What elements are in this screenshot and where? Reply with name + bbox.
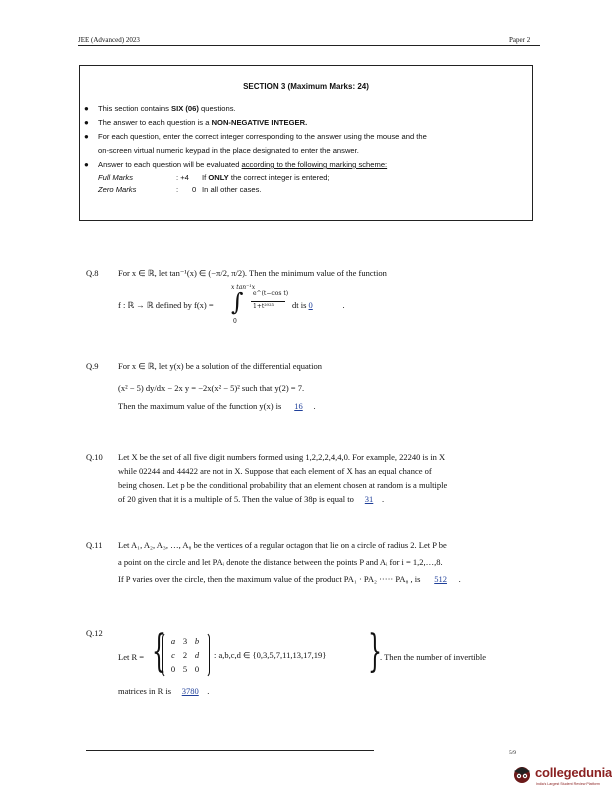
matrix-row bbox=[167, 634, 203, 648]
integral-lower-limit: 0 bbox=[233, 318, 237, 325]
question-q10-body bbox=[118, 450, 533, 506]
question-number-q10: Q.10 bbox=[86, 452, 103, 462]
question-q8-line2: f : ℝ → ℝ defined by f(x) = bbox=[118, 300, 214, 310]
matrix-cell: a bbox=[170, 636, 176, 646]
question-q12-let: Let R = bbox=[118, 652, 145, 662]
matrix-cell: 0 bbox=[170, 664, 176, 674]
right-brace: } bbox=[368, 626, 382, 677]
exam-name: JEE (Advanced) 2023 bbox=[78, 36, 140, 44]
question-q11-line3: If P varies over the circle, then the maximum value of the product PA₁ · PA₂ ····· PA₈ , is 512 . bbox=[118, 574, 461, 584]
question-q11-body bbox=[118, 538, 533, 586]
brand-logo-text: collegedunia bbox=[535, 765, 612, 780]
set-condition: : a,b,c,d ∈ {0,3,5,7,11,13,17,19} bbox=[214, 650, 327, 660]
matrix-cell: 2 bbox=[182, 650, 188, 660]
brand-tagline: India's Largest Student Review Platform bbox=[536, 782, 600, 786]
question-q11-line1: Let A₁, A₂, A₃, …, A₈ be the vertices of a regular octagon that lie on a circle of radius 2. Let P be bbox=[118, 540, 447, 550]
question-q8-answer-line: dt is 0 . bbox=[292, 300, 345, 310]
question-number-q8: Q.8 bbox=[86, 268, 99, 278]
instruction-1: ● This section contains SIX (06) questions. bbox=[84, 104, 236, 113]
question-q11-line2: a point on the circle and let PAᵢ denote the distance between the points P and Aᵢ for i = 1,2,…,8. bbox=[118, 557, 443, 567]
question-q10-line1: Let X be the set of all five digit numbers formed using 1,2,2,2,4,4,0. For example, 22240 is in X bbox=[118, 452, 446, 462]
matrix-table bbox=[167, 634, 203, 676]
zero-marks-row: Zero Marks : 0 In all other cases. bbox=[98, 185, 262, 194]
question-q10-line4: of 20 given that it is a multiple of 5. Then the value of 38p is equal to 31 . bbox=[118, 494, 385, 504]
page-number: 5/9 bbox=[509, 750, 517, 756]
question-q9-line3: Then the maximum value of the function y(x) is 16 . bbox=[118, 401, 316, 411]
integral-sign: ∫ bbox=[231, 288, 244, 316]
matrix-cell: b bbox=[194, 636, 200, 646]
matrix-row bbox=[167, 662, 203, 676]
instruction-4: ● Answer to each question will be evaluated according to the following marking scheme: bbox=[84, 160, 388, 169]
question-q9-line2: (x² − 5) dy/dx − 2x y = −2x(x² − 5)² such that y(2) = 7. bbox=[118, 383, 305, 393]
graduation-cap-icon bbox=[512, 764, 532, 784]
answer-q10: 31 bbox=[364, 494, 374, 504]
integrand-denominator: 1+t²⁰²³ bbox=[253, 303, 274, 310]
matrix-cell: 3 bbox=[182, 636, 188, 646]
matrix-cell: d bbox=[194, 650, 200, 660]
question-number-q11: Q.11 bbox=[86, 540, 103, 550]
header-divider bbox=[78, 45, 540, 46]
set-definition bbox=[150, 626, 382, 680]
question-number-q12: Q.12 bbox=[86, 628, 103, 638]
question-q12-tail: . Then the number of invertible bbox=[380, 652, 487, 662]
question-number-q9: Q.9 bbox=[86, 361, 99, 371]
question-q9-line1: For x ∈ ℝ, let y(x) be a solution of the differential equation bbox=[118, 361, 322, 371]
question-q8-line1: For x ∈ ℝ, let tan⁻¹(x) ∈ (−π/2, π/2). Then the minimum value of the function bbox=[118, 268, 387, 278]
left-brace: { bbox=[152, 626, 166, 677]
answer-q12: 3780 bbox=[181, 686, 199, 696]
answer-q8: 0 bbox=[308, 300, 313, 310]
question-q9-body bbox=[118, 359, 528, 413]
fraction-bar bbox=[251, 301, 285, 302]
integral-expression bbox=[225, 284, 295, 328]
instruction-3-cont: on-screen virtual numeric keypad in the place designated to enter the answer. bbox=[98, 146, 359, 155]
integral-upper-limit: x tan⁻¹x bbox=[231, 284, 256, 291]
instruction-3: ● For each question, enter the correct integer corresponding to the answer using the mouse and the bbox=[84, 132, 427, 141]
question-q10-line2: while 02244 and 44422 are not in X. Suppose that each element of X has an equal chance of bbox=[118, 466, 432, 476]
footer-divider bbox=[86, 750, 374, 751]
matrix-cell: 5 bbox=[182, 664, 188, 674]
section-title: SECTION 3 (Maximum Marks: 24) bbox=[243, 82, 369, 91]
instructions-list bbox=[84, 102, 524, 196]
integrand-numerator: e^(t−cos t) bbox=[253, 290, 289, 297]
matrix-row bbox=[167, 648, 203, 662]
full-marks-row: Full Marks : +4 If ONLY the correct integer is entered; bbox=[98, 173, 330, 182]
question-q12-line2: matrices in R is 3780 . bbox=[118, 686, 210, 696]
instruction-2: ● The answer to each question is a NON-NEGATIVE INTEGER. bbox=[84, 118, 308, 127]
answer-q9: 16 bbox=[294, 401, 303, 411]
matrix bbox=[162, 632, 210, 678]
answer-q11: 512 bbox=[434, 574, 447, 584]
matrix-cell: c bbox=[171, 650, 175, 660]
paper-label: Paper 2 bbox=[509, 36, 531, 44]
question-q10-line3: being chosen. Let p be the conditional probability that an element chosen at random is a multiple bbox=[118, 480, 448, 490]
matrix-cell: 0 bbox=[194, 664, 200, 674]
